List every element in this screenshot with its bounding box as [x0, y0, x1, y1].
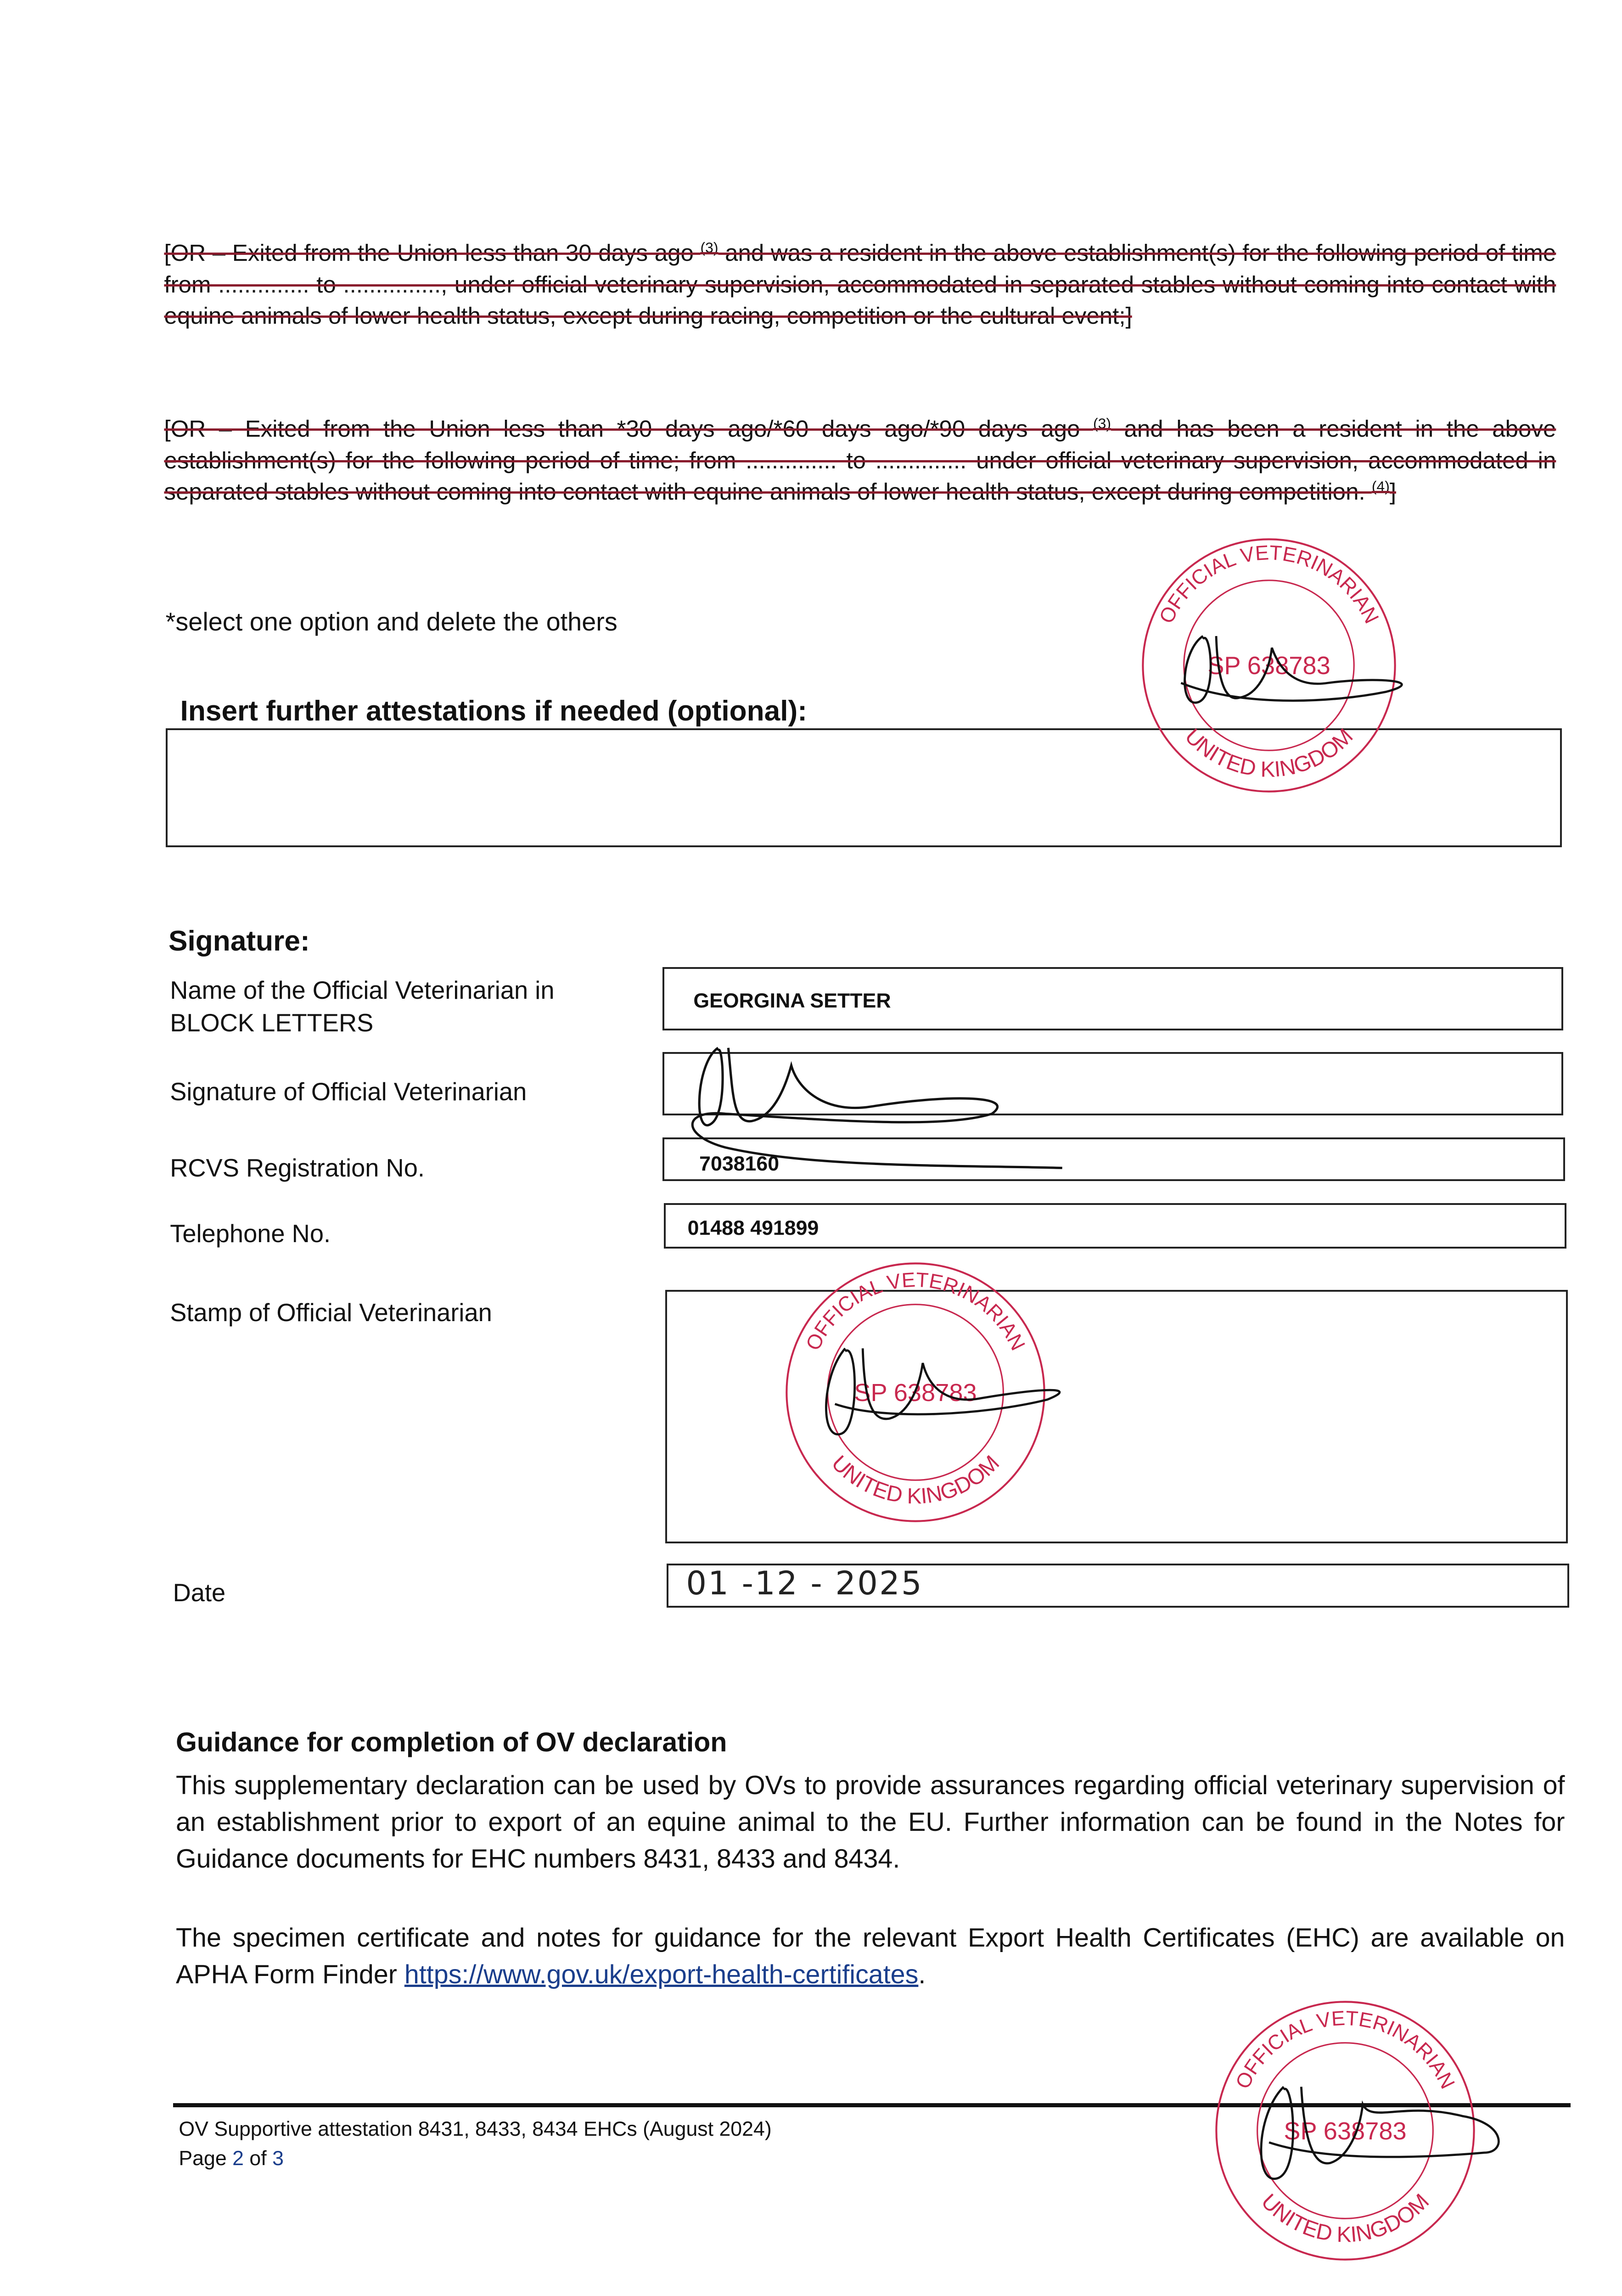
stamp-label: Stamp of Official Veterinarian [170, 1299, 492, 1327]
page-current: 2 [232, 2147, 244, 2170]
footer-page-number [179, 2144, 284, 2173]
option-text: and has been a resident in the above establishment(s) for the following period of time; from .............. to .............. under official veterinary supervision, accommodated in separated stables without coming into contact with equine animals of lower health status, except during competition. [164, 416, 1556, 505]
svg-text:OFFICIAL VETERINARIAN [802, 1268, 1030, 1354]
page-of: of [243, 2147, 273, 2170]
name-label-line2: BLOCK LETTERS [170, 1009, 374, 1037]
stamp-number: SP 638783 [1207, 652, 1330, 680]
handwritten-signature [667, 1033, 1077, 1180]
signature-label: Signature of Official Veterinarian [170, 1078, 527, 1106]
guidance-links-paragraph [176, 1920, 1565, 1993]
guidance-text: The specimen certificate and notes for guidance for the relevant Export Health Certificates (EHC) are available on APHA Form Finder [175, 1923, 1565, 1989]
page-prefix: Page [179, 2147, 233, 2170]
signature-heading: Signature: [168, 925, 310, 957]
guidance-heading: Guidance for completion of OV declaration [175, 1727, 727, 1757]
telephone-value: 01488 491899 [687, 1216, 819, 1239]
name-field[interactable] [662, 967, 1564, 1030]
stamp-top-text: OFFICIAL VETERINARIAN [1231, 2007, 1459, 2093]
footnote-ref: (3) [1093, 415, 1111, 432]
date-label: Date [173, 1579, 226, 1607]
option-text: and was a resident in the above establishment(s) for the following period of time from .............. to ..............., under official veterinary supervision, accommodated in separated stables without coming into contact with equine animals of lower health status, except during racing, competition or the cultural event;] [164, 240, 1556, 329]
footnote-ref: (4) [1371, 478, 1390, 495]
stamp-bottom-text: UNITED KINGDOM [1256, 2189, 1434, 2247]
option-text: [OR – Exited from the Union less than 30 days ago [164, 240, 701, 266]
official-veterinarian-stamp [1140, 536, 1398, 794]
rcvs-value: 7038160 [699, 1152, 780, 1175]
further-attestations-heading: Insert further attestations if needed (optional): [180, 695, 807, 727]
struck-option-30-60-90-days [164, 413, 1556, 508]
struck-option-30-days [164, 237, 1556, 332]
telephone-label: Telephone No. [170, 1220, 331, 1248]
svg-text:UNITED KINGDOM [1180, 724, 1358, 782]
page-total: 3 [272, 2147, 284, 2170]
stamp-bottom-text: UNITED KINGDOM [827, 1451, 1005, 1509]
stamp-number: SP 638783 [1283, 2117, 1407, 2145]
date-value: 01 -12 - 2025 [686, 1564, 923, 1602]
stamp-bottom-text: UNITED KINGDOM [1180, 724, 1358, 782]
select-note: *select one option and delete the others [165, 607, 617, 636]
rcvs-label: RCVS Registration No. [170, 1154, 425, 1182]
option-text: ] [1389, 478, 1397, 505]
guidance-text: . [918, 1959, 926, 1989]
name-label-line1: Name of the Official Veterinarian in [170, 977, 555, 1005]
official-veterinarian-stamp [784, 1261, 1047, 1524]
stamp-top-text: OFFICIAL VETERINARIAN [802, 1268, 1030, 1354]
name-value: GEORGINA SETTER [693, 990, 891, 1013]
guidance-paragraph: This supplementary declaration can be used by OVs to provide assurances regarding official veterinary supervision of an establishment prior to export of an equine animal to the EU. Further information can be found in the Notes for Guidance documents for EHC numbers 8431, 8433 and 8434. [175, 1770, 1565, 1874]
official-veterinarian-stamp [1213, 1999, 1477, 2262]
svg-text:OFFICIAL VETERINARIAN [1231, 2007, 1459, 2093]
telephone-field[interactable] [664, 1203, 1566, 1249]
footnote-ref: (3) [700, 239, 718, 256]
option-text: [OR – Exited from the Union less than *30 days ago/*60 days ago/*90 days ago [164, 416, 1093, 442]
export-health-certificates-link[interactable]: https://www.gov.uk/export-health-certificates [404, 1959, 919, 1989]
footer-doc-ref: OV Supportive attestation 8431, 8433, 8434 EHCs (August 2024) [179, 2118, 772, 2141]
svg-text:OFFICIAL VETERINARIAN [1155, 541, 1383, 627]
date-field[interactable] [667, 1564, 1569, 1608]
name-label [170, 974, 554, 1039]
stamp-number: SP 638783 [854, 1379, 977, 1407]
stamp-top-text: OFFICIAL VETERINARIAN [1155, 541, 1383, 627]
